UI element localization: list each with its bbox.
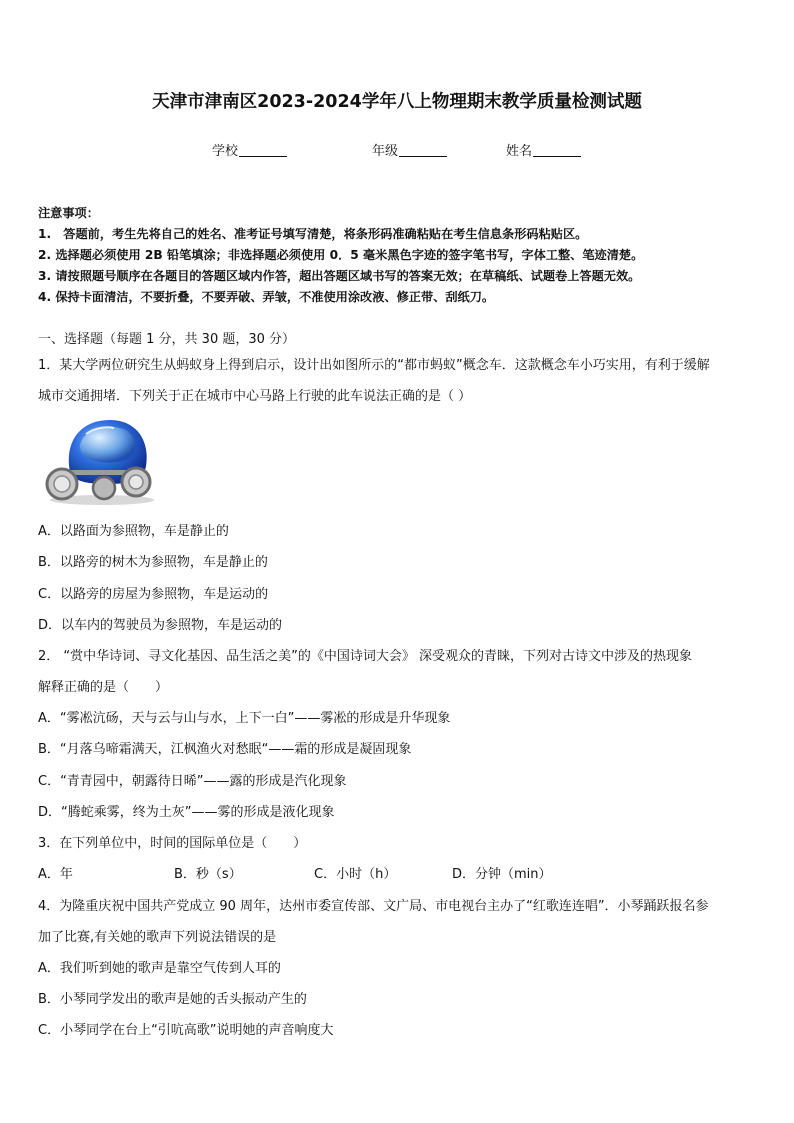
q1-option-a: A．以路面为参照物，车是静止的 — [38, 524, 229, 539]
q2-option-c: C．“青青园中，朝露待日晞”——露的形成是汽化现象 — [38, 774, 347, 789]
exam-notes — [38, 203, 768, 308]
q1-stem-line1: 1．某大学两位研究生从蚂蚁身上得到启示，设计出如图所示的“都市蚂蚁”概念车．这款概念车小巧实用，有利于缓解 — [38, 358, 710, 373]
q1-option-c: C．以路旁的房屋为参照物，车是运动的 — [38, 587, 269, 602]
q3-stem: 3．在下列单位中，时间的国际单位是（ ） — [38, 836, 307, 851]
page-title: 天津市津南区2023-2024学年八上物理期末教学质量检测试题 — [152, 92, 642, 112]
q2-stem-line1: 2． “赏中华诗词、寻文化基因、品生活之美”的《中国诗词大会》 深受观众的青睐，下列对古诗文中涉及的热现象 — [38, 649, 693, 664]
notes-item: 3. 请按照题号顺序在各题目的答题区域内作答，超出答题区域书写的答案无效；在草稿纸、试题卷上答题无效。 — [38, 269, 641, 283]
section-heading: 一、选择题（每题 1 分，共 30 题，30 分） — [38, 332, 296, 347]
q3-option-a: A．年 — [38, 867, 73, 882]
grade-blank[interactable] — [399, 142, 447, 157]
q4-stem-line2: 加了比赛,有关她的歌声下列说法错误的是 — [38, 930, 277, 945]
name-label: 姓名 — [506, 144, 533, 159]
q2-option-a: A．“雾凇沆砀，天与云与山与水，上下一白”——雾凇的形成是升华现象 — [38, 711, 451, 726]
q4-stem-line1: 4．为隆重庆祝中国共产党成立 90 周年，达州市委宣传部、文广局、市电视台主办了“红歌连连唱”．小琴踊跃报名参 — [38, 899, 709, 914]
concept-car-image — [40, 412, 162, 508]
grade-field[interactable] — [372, 140, 447, 159]
notes-item: 4. 保持卡面清洁，不要折叠，不要弄破、弄皱，不准使用涂改液、修正带、刮纸刀。 — [38, 290, 495, 304]
q3-options-row — [38, 863, 758, 883]
q1-stem-line2: 城市交通拥堵．下列关于正在城市中心马路上行驶的此车说法正确的是（ ） — [38, 389, 472, 404]
q3-option-c: C．小时（h） — [314, 867, 397, 882]
q2-option-d: D．“腾蛇乘雾，终为土灰”——雾的形成是液化现象 — [38, 805, 335, 820]
school-field[interactable] — [212, 140, 287, 159]
notes-item: 2. 选择题必须使用 2B 铅笔填涂；非选择题必须使用 0．5 毫米黑色字迹的签字笔书写，字体工整、笔迹清楚。 — [38, 248, 644, 262]
q2-stem-line2: 解释正确的是（ ） — [38, 680, 169, 695]
q4-option-a: A．我们听到她的歌声是靠空气传到人耳的 — [38, 961, 281, 976]
notes-item: 1. 答题前，考生先将自己的姓名、准考证号填写清楚，将条形码准确粘贴在考生信息条形码粘贴区。 — [38, 227, 588, 241]
school-blank[interactable] — [239, 142, 287, 157]
q4-option-c: C．小琴同学在台上“引吭高歌”说明她的声音响度大 — [38, 1023, 334, 1038]
name-field[interactable] — [506, 140, 581, 159]
q2-option-b: B．“月落乌啼霜满天，江枫渔火对愁眠“——霜的形成是凝固现象 — [38, 742, 412, 757]
school-label: 学校 — [212, 144, 239, 159]
q1-option-b: B．以路旁的树木为参照物，车是静止的 — [38, 555, 268, 570]
q3-option-b: B．秒（s） — [174, 867, 242, 882]
student-info-row — [0, 140, 794, 160]
q3-option-d: D．分钟（min） — [452, 867, 552, 882]
name-blank[interactable] — [533, 142, 581, 157]
q4-option-b: B．小琴同学发出的歌声是她的舌头振动产生的 — [38, 992, 307, 1007]
notes-heading: 注意事项： — [38, 206, 99, 220]
grade-label: 年级 — [372, 144, 399, 159]
q1-option-d: D．以车内的驾驶员为参照物，车是运动的 — [38, 618, 283, 633]
